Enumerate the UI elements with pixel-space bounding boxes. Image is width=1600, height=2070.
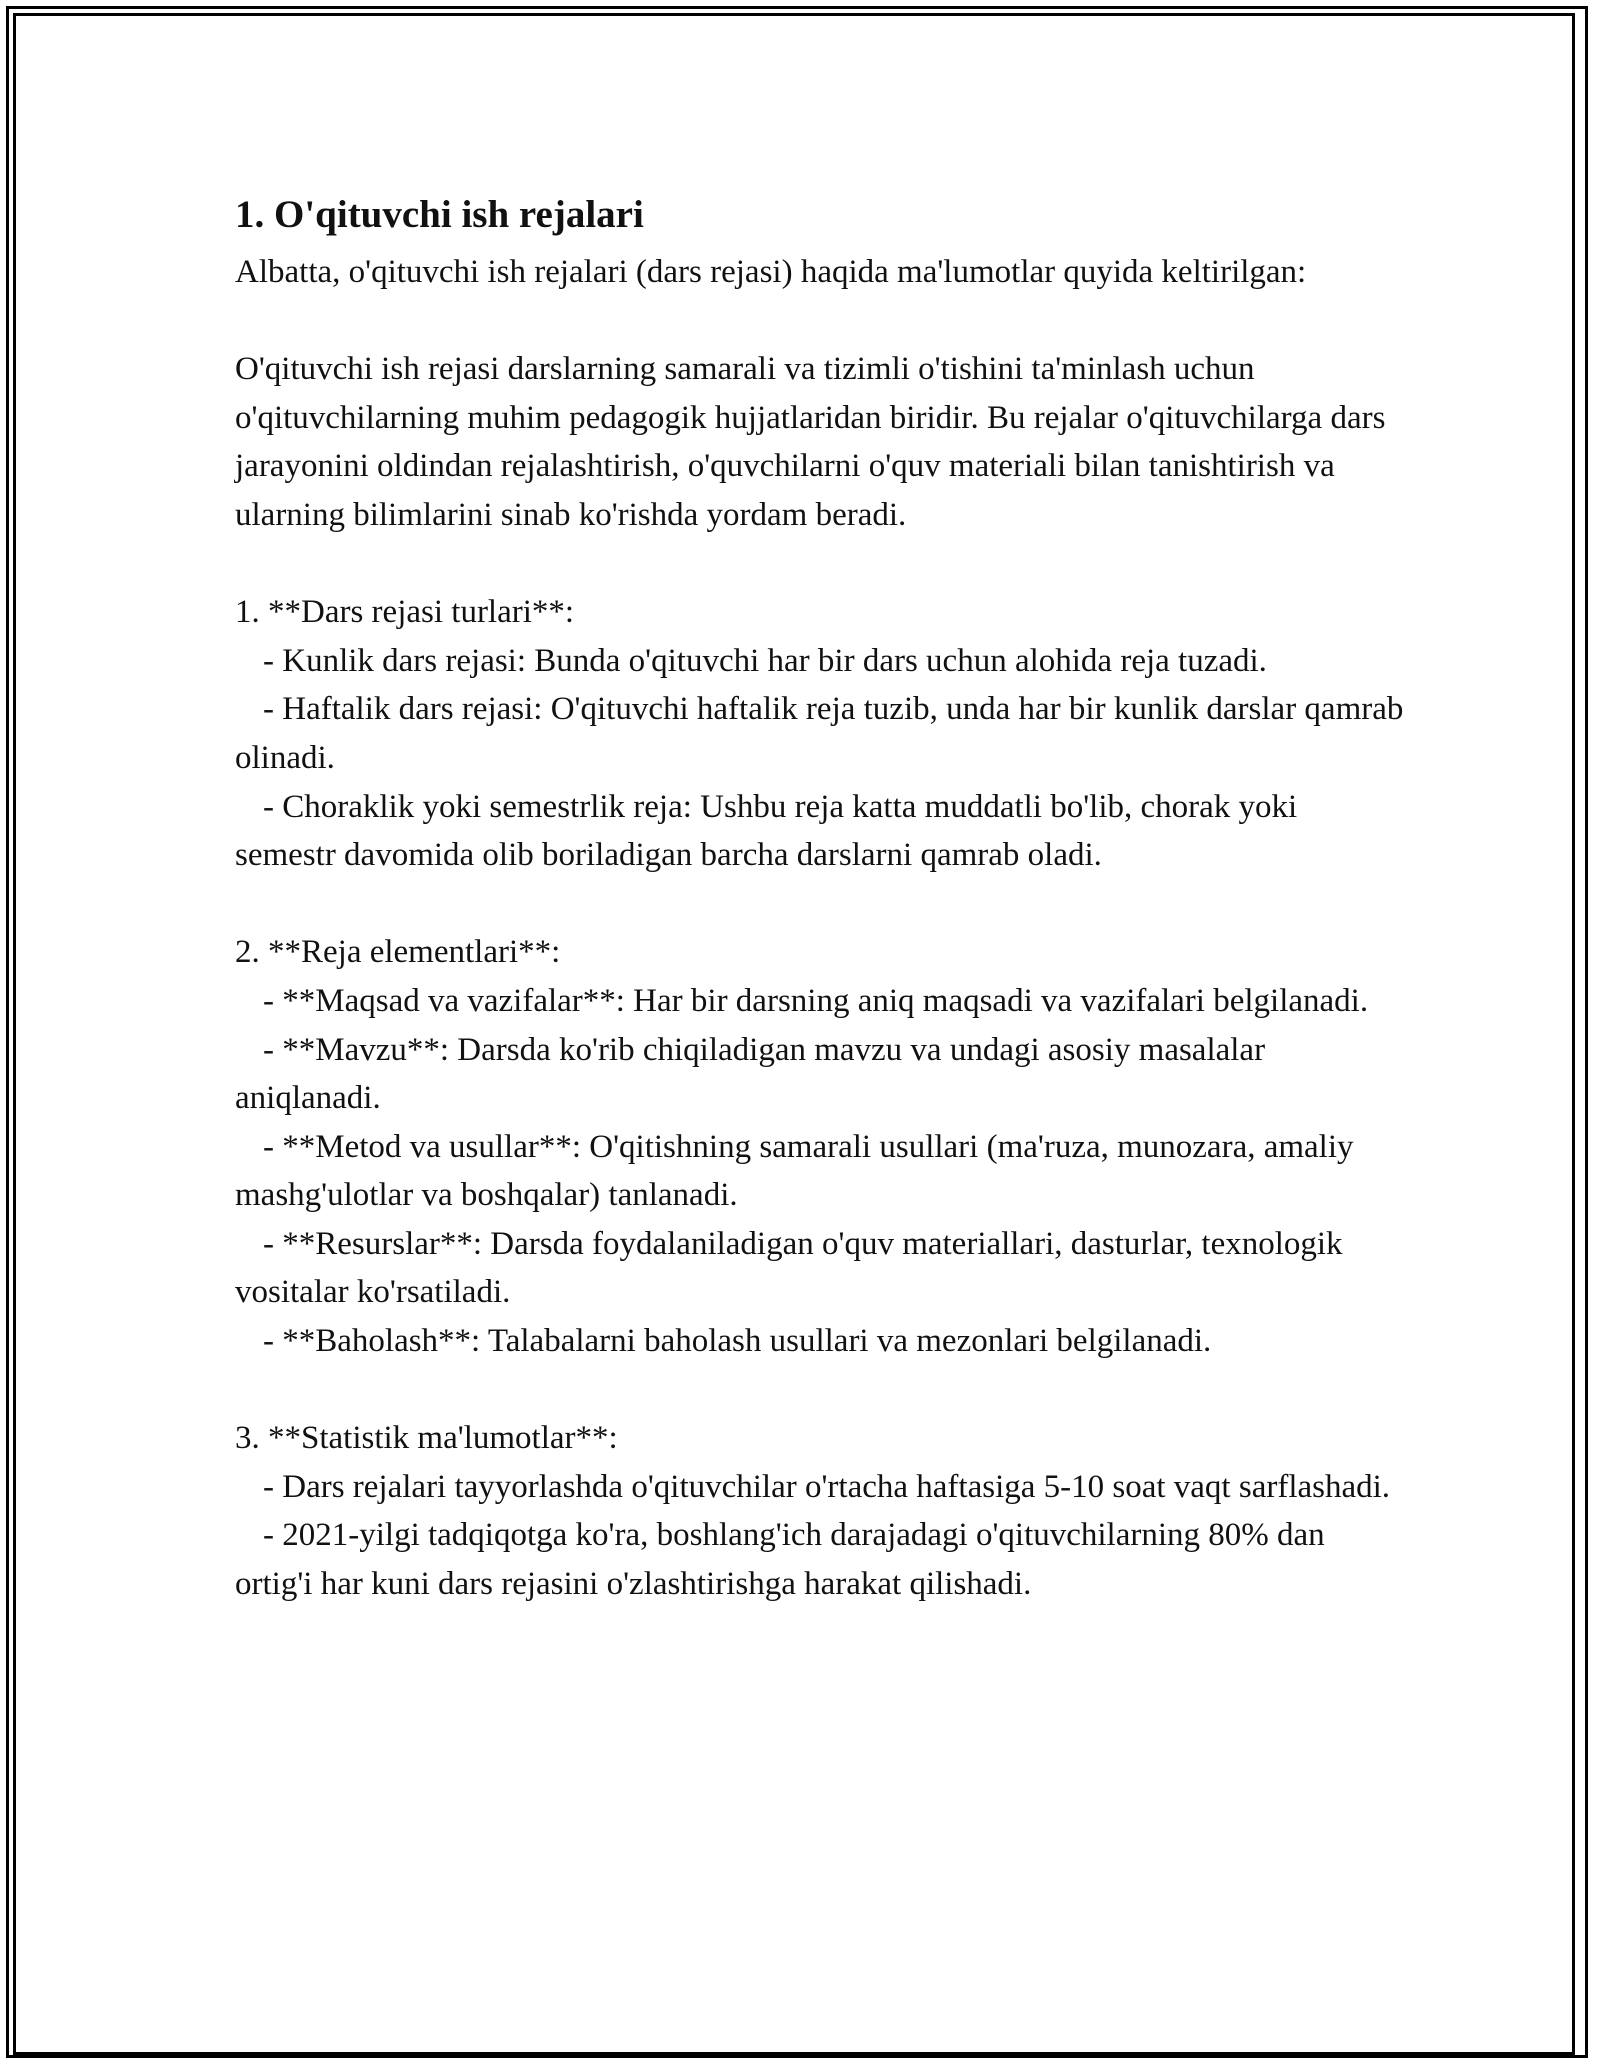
paragraph-gap bbox=[235, 297, 1405, 346]
list-item: - **Resurslar**: Darsda foydalaniladigan o'quv materiallari, dasturlar, texnologik vositalar ko'rsatiladi. bbox=[235, 1225, 1351, 1311]
section-heading: 3. **Statistik ma'lumotlar**: bbox=[235, 1420, 618, 1457]
document-body bbox=[235, 186, 1412, 1609]
paragraph-gap bbox=[235, 1366, 1405, 1415]
list-item: - **Mavzu**: Darsda ko'rib chiqiladigan mavzu va undagi asosiy masalalar aniqlanadi. bbox=[235, 1031, 1274, 1117]
intro-paragraph: Albatta, o'qituvchi ish rejalari (dars rejasi) haqida ma'lumotlar quyida keltirilgan: bbox=[235, 254, 1307, 290]
list-item: - Dars rejalari tayyorlashda o'qituvchilar o'rtacha haftasiga 5-10 soat vaqt sarflashadi. bbox=[263, 1468, 1391, 1505]
list-item: - Haftalik dars rejasi: O'qituvchi haftalik reja tuzib, unda har bir kunlik darslar qamrab olinadi. bbox=[235, 691, 1412, 776]
description-paragraph: O'qituvchi ish rejasi darslarning samarali va tizimli o'tishini ta'minlash uchun o'qituvchilarning muhim pedagogik hujjatlaridan biridir. Bu rejalar o'qituvchilarga dars jarayonini oldindan rejalashtirish, o'quvchilarni o'quv materiali bilan tanishtirish va ularning bilimlarini sinab ko'rishda yordam beradi. bbox=[235, 351, 1394, 533]
list-item: - 2021-yilgi tadqiqotga ko'ra, boshlang'ich darajadagi o'qituvchilarning 80% dan ortig'i har kuni dars rejasini o'zlashtirishga harakat qilishadi. bbox=[235, 1517, 1333, 1603]
section-plan-types bbox=[235, 588, 1412, 880]
paragraph-gap bbox=[235, 540, 1405, 589]
section-heading: 2. **Reja elementlari**: bbox=[235, 934, 561, 971]
list-item: - **Baholash**: Talabalarni baholash usullari va mezonlari belgilanadi. bbox=[263, 1323, 1212, 1360]
list-item: - Kunlik dars rejasi: Bunda o'qituvchi har bir dars uchun alohida reja tuzadi. bbox=[263, 642, 1267, 679]
section-plan-elements bbox=[235, 928, 1405, 1365]
section-statistics bbox=[235, 1414, 1405, 1608]
list-item: - **Maqsad va vazifalar**: Har bir darsning aniq maqsadi va vazifalari belgilanadi. bbox=[263, 982, 1369, 1019]
list-item: - **Metod va usullar**: O'qitishning samarali usullari (ma'ruza, munozara, amaliy mashg'ulotlar va boshqalar) tanlanadi. bbox=[235, 1128, 1362, 1214]
paragraph-gap bbox=[235, 880, 1405, 929]
document-title: 1. O'qituvchi ish rejalari bbox=[235, 193, 644, 236]
section-heading: 1. **Dars rejasi turlari**: bbox=[235, 594, 575, 631]
list-item: - Choraklik yoki semestrlik reja: Ushbu reja katta muddatli bo'lib, chorak yoki semestr davomida olib boriladigan barcha darslarni qamrab oladi. bbox=[235, 788, 1306, 874]
